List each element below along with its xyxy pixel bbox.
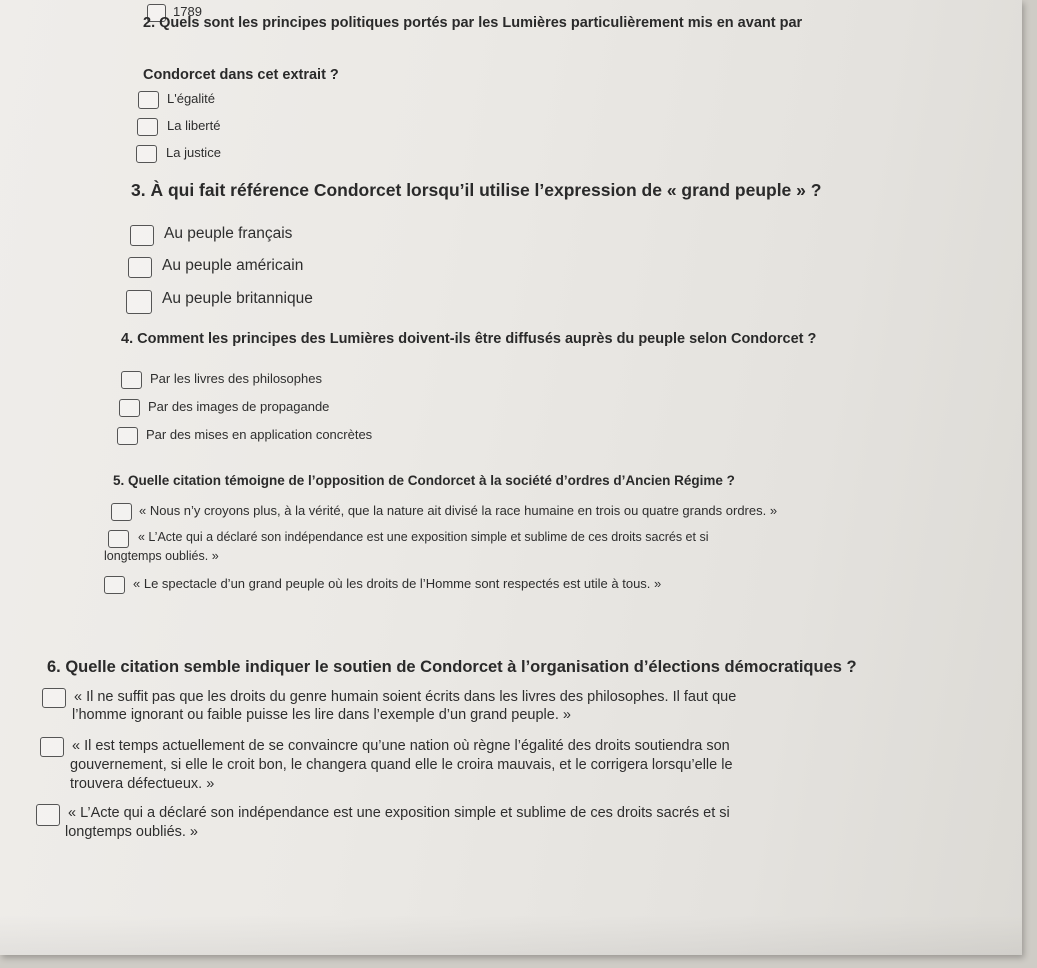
option-label: « Nous n’y croyons plus, à la vérité, que la nature ait divisé la race humaine en trois ou quatre grands ordres. » <box>139 503 778 518</box>
option-label: Par les livres des philosophes <box>150 371 322 386</box>
checkbox[interactable] <box>128 257 152 278</box>
q6-option-3-continued: longtemps oubliés. » <box>65 824 198 840</box>
q2-option-liberte[interactable] <box>137 118 220 136</box>
option-label: « L’Acte qui a déclaré son indépendance est une exposition simple et sublime de ces droits sacrés et si <box>138 530 709 544</box>
q4-option-images[interactable] <box>119 399 329 417</box>
option-label: La justice <box>166 145 221 160</box>
checkbox[interactable] <box>121 371 142 389</box>
q6-option-1-continued: l’homme ignorant ou faible puisse les lire dans l’exemple d’un grand peuple. » <box>72 707 571 723</box>
option-label: La liberté <box>167 118 221 133</box>
option-label: Au peuple britannique <box>162 290 313 307</box>
option-label: « Il ne suffit pas que les droits du genre humain soient écrits dans les livres des philosophes. Il faut que <box>74 689 737 705</box>
option-label: 1789 <box>173 4 202 19</box>
question-6-title: 6. Quelle citation semble indiquer le soutien de Condorcet à l’organisation d’élections démocratiques ? <box>47 658 857 676</box>
option-label: « L’Acte qui a déclaré son indépendance est une exposition simple et sublime de ces droits sacrés et si <box>68 805 730 821</box>
q4-option-applications[interactable] <box>117 427 372 445</box>
checkbox[interactable] <box>130 225 154 246</box>
q4-option-livres[interactable] <box>121 371 322 389</box>
question-5-title: 5. Quelle citation témoigne de l’opposition de Condorcet à la société d’ordres d’Ancien Régime ? <box>113 473 735 488</box>
checkbox[interactable] <box>136 145 157 163</box>
checkbox[interactable] <box>108 530 129 548</box>
question-4-title: 4. Comment les principes des Lumières doivent-ils être diffusés auprès du peuple selon Condorcet ? <box>121 331 817 347</box>
checkbox[interactable] <box>117 427 138 445</box>
q6-option-2-continued-2: trouvera défectueux. » <box>70 776 215 792</box>
checkbox[interactable] <box>138 91 159 109</box>
q5-option-3[interactable] <box>104 576 661 594</box>
q3-option-francais[interactable] <box>130 225 292 246</box>
option-label: « Il est temps actuellement de se convaincre qu’une nation où règne l’égalité des droits soutiendra son <box>72 738 730 754</box>
q6-option-2-continued-1: gouvernement, si elle le croit bon, le changera quand elle le croira mauvais, et le corrigera lorsqu’elle le <box>70 757 733 773</box>
q2-option-justice[interactable] <box>136 145 221 163</box>
question-3-title: 3. À qui fait référence Condorcet lorsqu’il utilise l’expression de « grand peuple » ? <box>131 180 822 200</box>
option-label: Par des images de propagande <box>148 399 330 414</box>
checkbox[interactable] <box>40 737 64 757</box>
checkbox[interactable] <box>111 503 132 521</box>
q6-option-1[interactable] <box>42 688 736 708</box>
checkbox[interactable] <box>126 290 152 314</box>
option-label: L'égalité <box>167 91 216 106</box>
option-label: Au peuple américain <box>162 257 304 274</box>
question-2-title-line1: 2. Quels sont les principes politiques portés par les Lumières particulièrement mis en avant par <box>143 15 803 31</box>
checkbox[interactable] <box>42 688 66 708</box>
checkbox[interactable] <box>36 804 60 826</box>
question-2-title-line2: Condorcet dans cet extrait ? <box>143 67 339 83</box>
q5-option-1[interactable] <box>111 503 777 521</box>
q3-option-americain[interactable] <box>128 257 303 278</box>
checkbox[interactable] <box>137 118 158 136</box>
option-label: Au peuple français <box>164 225 293 242</box>
q5-option-2[interactable] <box>108 530 708 548</box>
option-label: « Le spectacle d’un grand peuple où les droits de l’Homme sont respectés est utile à tous. » <box>133 576 662 591</box>
checkbox[interactable] <box>119 399 140 417</box>
q5-option-2-continued: longtemps oubliés. » <box>104 549 219 563</box>
q6-option-2[interactable] <box>40 737 730 757</box>
q2-option-egalite[interactable] <box>138 91 215 109</box>
checkbox[interactable] <box>104 576 125 594</box>
option-label: Par des mises en application concrètes <box>146 427 373 442</box>
q3-option-britannique[interactable] <box>126 290 313 314</box>
